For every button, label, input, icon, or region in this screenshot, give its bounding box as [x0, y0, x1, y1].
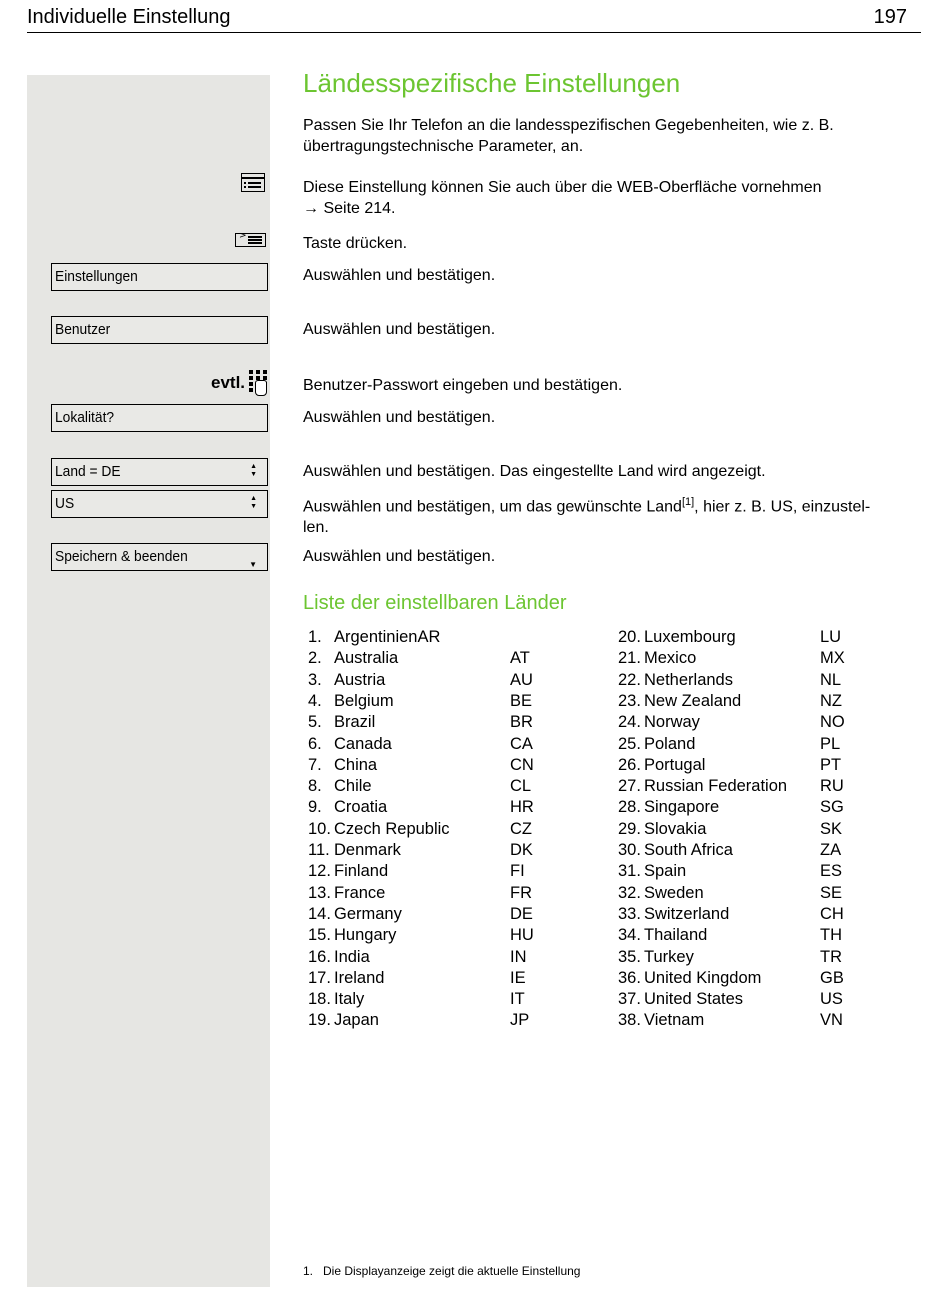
- country-number: 6.: [308, 734, 322, 753]
- country-number: 25.: [618, 734, 641, 753]
- sidebar-panel: [27, 75, 270, 1287]
- country-name: Japan: [334, 1011, 379, 1030]
- country-number: 5.: [308, 713, 322, 732]
- country-name: Belgium: [334, 691, 394, 710]
- country-name: Poland: [644, 734, 696, 753]
- country-name: New Zealand: [644, 691, 742, 710]
- country-number: 19.: [308, 1011, 331, 1030]
- country-name: Finland: [334, 862, 389, 881]
- country-name: Thailand: [644, 926, 708, 945]
- step-press-key: Taste drücken.: [303, 235, 408, 252]
- country-name: Switzerland: [644, 904, 730, 923]
- country-row: [618, 797, 918, 818]
- country-name: Germany: [334, 904, 402, 923]
- country-row: [618, 989, 918, 1010]
- country-number: 1.: [308, 628, 322, 646]
- country-row: [618, 691, 918, 712]
- country-code: DK: [510, 841, 533, 859]
- country-row: [618, 776, 918, 797]
- country-number: 30.: [618, 841, 641, 859]
- web-note-text: Diese Einstellung können Sie auch über die WEB-Oberfläche vornehmen → Seite 214.: [303, 179, 822, 217]
- country-code: PT: [820, 755, 842, 774]
- country-name: Canada: [334, 734, 392, 753]
- footnote-ref: [1]: [681, 496, 695, 508]
- country-number: 7.: [308, 755, 322, 774]
- country-row: [618, 861, 918, 882]
- country-code: FI: [510, 862, 525, 881]
- country-number: 9.: [308, 798, 322, 817]
- country-name: South Africa: [644, 841, 733, 859]
- country-number: 3.: [308, 670, 322, 689]
- country-code: IE: [510, 968, 526, 987]
- display-item-speichern[interactable]: Speichern & beenden ▼: [51, 543, 268, 571]
- country-number: 12.: [308, 862, 331, 881]
- country-row: [618, 840, 918, 861]
- country-code: IT: [510, 990, 525, 1009]
- country-number: 23.: [618, 691, 641, 710]
- country-row: [618, 1010, 918, 1031]
- country-row: [308, 797, 608, 818]
- country-code: SK: [820, 819, 843, 838]
- country-row: [308, 670, 608, 691]
- country-code: JP: [510, 1011, 530, 1030]
- country-code: CH: [820, 904, 844, 923]
- up-down-arrows-icon: ▲ ▼: [250, 495, 257, 510]
- country-name: Chile: [334, 777, 372, 796]
- country-code: PL: [820, 734, 841, 753]
- country-row: [618, 819, 918, 840]
- country-code: GB: [820, 968, 844, 987]
- page-header: [27, 6, 921, 33]
- country-number: 4.: [308, 691, 322, 710]
- country-code: HR: [510, 798, 534, 817]
- country-name: Denmark: [334, 841, 401, 859]
- down-arrow-icon: ▼: [249, 560, 257, 569]
- country-number: 24.: [618, 713, 641, 732]
- country-number: 14.: [308, 904, 331, 923]
- evtl-label: evtl.: [211, 373, 246, 392]
- country-number: 34.: [618, 926, 641, 945]
- keypad-icon: [249, 370, 267, 394]
- country-row: [618, 755, 918, 776]
- step-save: Auswählen und bestätigen.: [303, 548, 496, 565]
- country-code: SG: [820, 798, 844, 817]
- display-item-benutzer[interactable]: Benutzer: [51, 316, 268, 344]
- country-number: 10.: [308, 819, 331, 838]
- country-name: Sweden: [644, 883, 704, 902]
- country-code: RU: [820, 777, 844, 796]
- country-number: 32.: [618, 883, 641, 902]
- country-code: MX: [820, 649, 845, 668]
- country-name: China: [334, 755, 378, 774]
- country-row: [308, 1010, 608, 1031]
- country-name: Hungary: [334, 926, 397, 945]
- country-row: [308, 904, 608, 925]
- country-name: Mexico: [644, 649, 697, 668]
- country-code: BR: [510, 713, 533, 732]
- country-number: 21.: [618, 649, 641, 668]
- country-name: Portugal: [644, 755, 706, 774]
- country-row: [308, 968, 608, 989]
- country-name: France: [334, 883, 386, 902]
- country-code: DE: [510, 904, 533, 923]
- country-row: [618, 734, 918, 755]
- country-code: BE: [510, 691, 533, 710]
- country-row: [308, 712, 608, 733]
- country-code: NZ: [820, 691, 842, 710]
- list-title: Liste der einstellbaren Länder: [303, 592, 567, 614]
- country-row: [308, 947, 608, 968]
- section-title: Ländesspezifische Einstellungen: [303, 68, 681, 98]
- country-name: Netherlands: [644, 670, 733, 689]
- country-row: [308, 734, 608, 755]
- country-code: AT: [510, 649, 530, 668]
- display-item-us[interactable]: US ▲ ▼: [51, 490, 268, 518]
- country-row: [618, 925, 918, 946]
- step-land-shown: Auswählen und bestätigen. Das eingestellte Land wird angezeigt.: [303, 463, 766, 480]
- country-row: [308, 691, 608, 712]
- country-row: [618, 968, 918, 989]
- country-row: [618, 670, 918, 691]
- country-row: [308, 648, 608, 669]
- country-code: LU: [820, 628, 842, 646]
- country-name: Ireland: [334, 968, 385, 987]
- country-name: India: [334, 947, 370, 966]
- country-name: Italy: [334, 990, 365, 1009]
- country-code: ZA: [820, 841, 842, 859]
- country-code: FR: [510, 883, 532, 902]
- country-name: Brazil: [334, 713, 376, 732]
- country-name: Austria: [334, 670, 386, 689]
- menu-key-icon: >: [235, 233, 266, 247]
- country-code: IN: [510, 947, 527, 966]
- country-code: CL: [510, 777, 532, 796]
- country-row: [618, 904, 918, 925]
- country-row: [618, 947, 918, 968]
- country-code: VN: [820, 1011, 843, 1030]
- country-name: Vietnam: [644, 1011, 705, 1030]
- country-name: Norway: [644, 713, 700, 732]
- country-number: 18.: [308, 990, 331, 1009]
- display-item-einstellungen[interactable]: Einstellungen: [51, 263, 268, 291]
- country-code: NO: [820, 713, 845, 732]
- country-code: TH: [820, 926, 842, 945]
- country-number: 8.: [308, 777, 322, 796]
- country-name: ArgentinienAR: [334, 628, 441, 646]
- header-title: Individuelle Einstellung: [27, 6, 231, 28]
- country-row: [308, 755, 608, 776]
- country-row: [308, 989, 608, 1010]
- display-item-land[interactable]: Land = DE ▲ ▼: [51, 458, 268, 486]
- country-row: [308, 627, 608, 648]
- country-number: 28.: [618, 798, 641, 817]
- country-name: Spain: [644, 862, 687, 881]
- country-code: AU: [510, 670, 533, 689]
- country-number: 22.: [618, 670, 641, 689]
- country-number: 36.: [618, 968, 641, 987]
- country-code: TR: [820, 947, 842, 966]
- country-code: ES: [820, 862, 843, 881]
- country-name: Slovakia: [644, 819, 707, 838]
- country-name: Luxembourg: [644, 628, 736, 646]
- step-select-lokalitaet: Auswählen und bestätigen.: [303, 409, 496, 426]
- country-name: Croatia: [334, 798, 388, 817]
- country-number: 20.: [618, 628, 641, 646]
- country-code: CN: [510, 755, 534, 774]
- country-number: 26.: [618, 755, 641, 774]
- country-code: CZ: [510, 819, 532, 838]
- footnote: 1. Die Displayanzeige zeigt die aktuelle Einstellung: [303, 1264, 581, 1278]
- country-number: 38.: [618, 1011, 641, 1030]
- country-row: [618, 883, 918, 904]
- country-number: 27.: [618, 777, 641, 796]
- country-name: United States: [644, 990, 744, 1009]
- country-number: 37.: [618, 990, 641, 1009]
- country-row: [308, 776, 608, 797]
- country-number: 2.: [308, 649, 322, 668]
- display-item-lokalitaet[interactable]: Lokalität?: [51, 404, 268, 432]
- country-number: 13.: [308, 883, 331, 902]
- country-name: Russian Federation: [644, 777, 788, 796]
- country-name: Singapore: [644, 798, 720, 817]
- country-code: US: [820, 990, 843, 1009]
- step-select-benutzer: Auswählen und bestätigen.: [303, 321, 496, 338]
- country-row: [308, 925, 608, 946]
- country-name: Turkey: [644, 947, 694, 966]
- country-name: Australia: [334, 649, 399, 668]
- country-code: SE: [820, 883, 843, 902]
- country-code: CA: [510, 734, 533, 753]
- country-row: [308, 883, 608, 904]
- country-number: 16.: [308, 947, 331, 966]
- step-password: Benutzer-Passwort eingeben und bestätigen.: [303, 377, 623, 394]
- up-down-arrows-icon: ▲ ▼: [250, 463, 257, 478]
- step-select-einstellungen: Auswählen und bestätigen.: [303, 267, 496, 284]
- country-number: 17.: [308, 968, 331, 987]
- country-number: 31.: [618, 862, 641, 881]
- country-row: [308, 819, 608, 840]
- country-number: 35.: [618, 947, 641, 966]
- country-number: 11.: [308, 841, 330, 859]
- country-row: [308, 861, 608, 882]
- country-name: Czech Republic: [334, 819, 450, 838]
- page-reference-link[interactable]: → Seite 214.: [303, 200, 396, 217]
- country-number: 33.: [618, 904, 641, 923]
- country-number: 29.: [618, 819, 641, 838]
- page-number: 197: [873, 6, 907, 28]
- country-row: [618, 627, 918, 648]
- country-code: HU: [510, 926, 534, 945]
- country-row: [618, 712, 918, 733]
- intro-text: Passen Sie Ihr Telefon an die landesspezifischen Gegebenheiten, wie z. B. übertragungstechnische Parameter, an.: [303, 117, 834, 155]
- step-choose-country: Auswählen und bestätigen, um das gewünschte Land[1], hier z. B. US, einzustel- len.: [303, 496, 871, 537]
- country-row: [618, 648, 918, 669]
- country-row: [308, 840, 608, 861]
- web-interface-icon: [241, 173, 265, 192]
- country-name: United Kingdom: [644, 968, 762, 987]
- country-number: 15.: [308, 926, 331, 945]
- country-code: NL: [820, 670, 842, 689]
